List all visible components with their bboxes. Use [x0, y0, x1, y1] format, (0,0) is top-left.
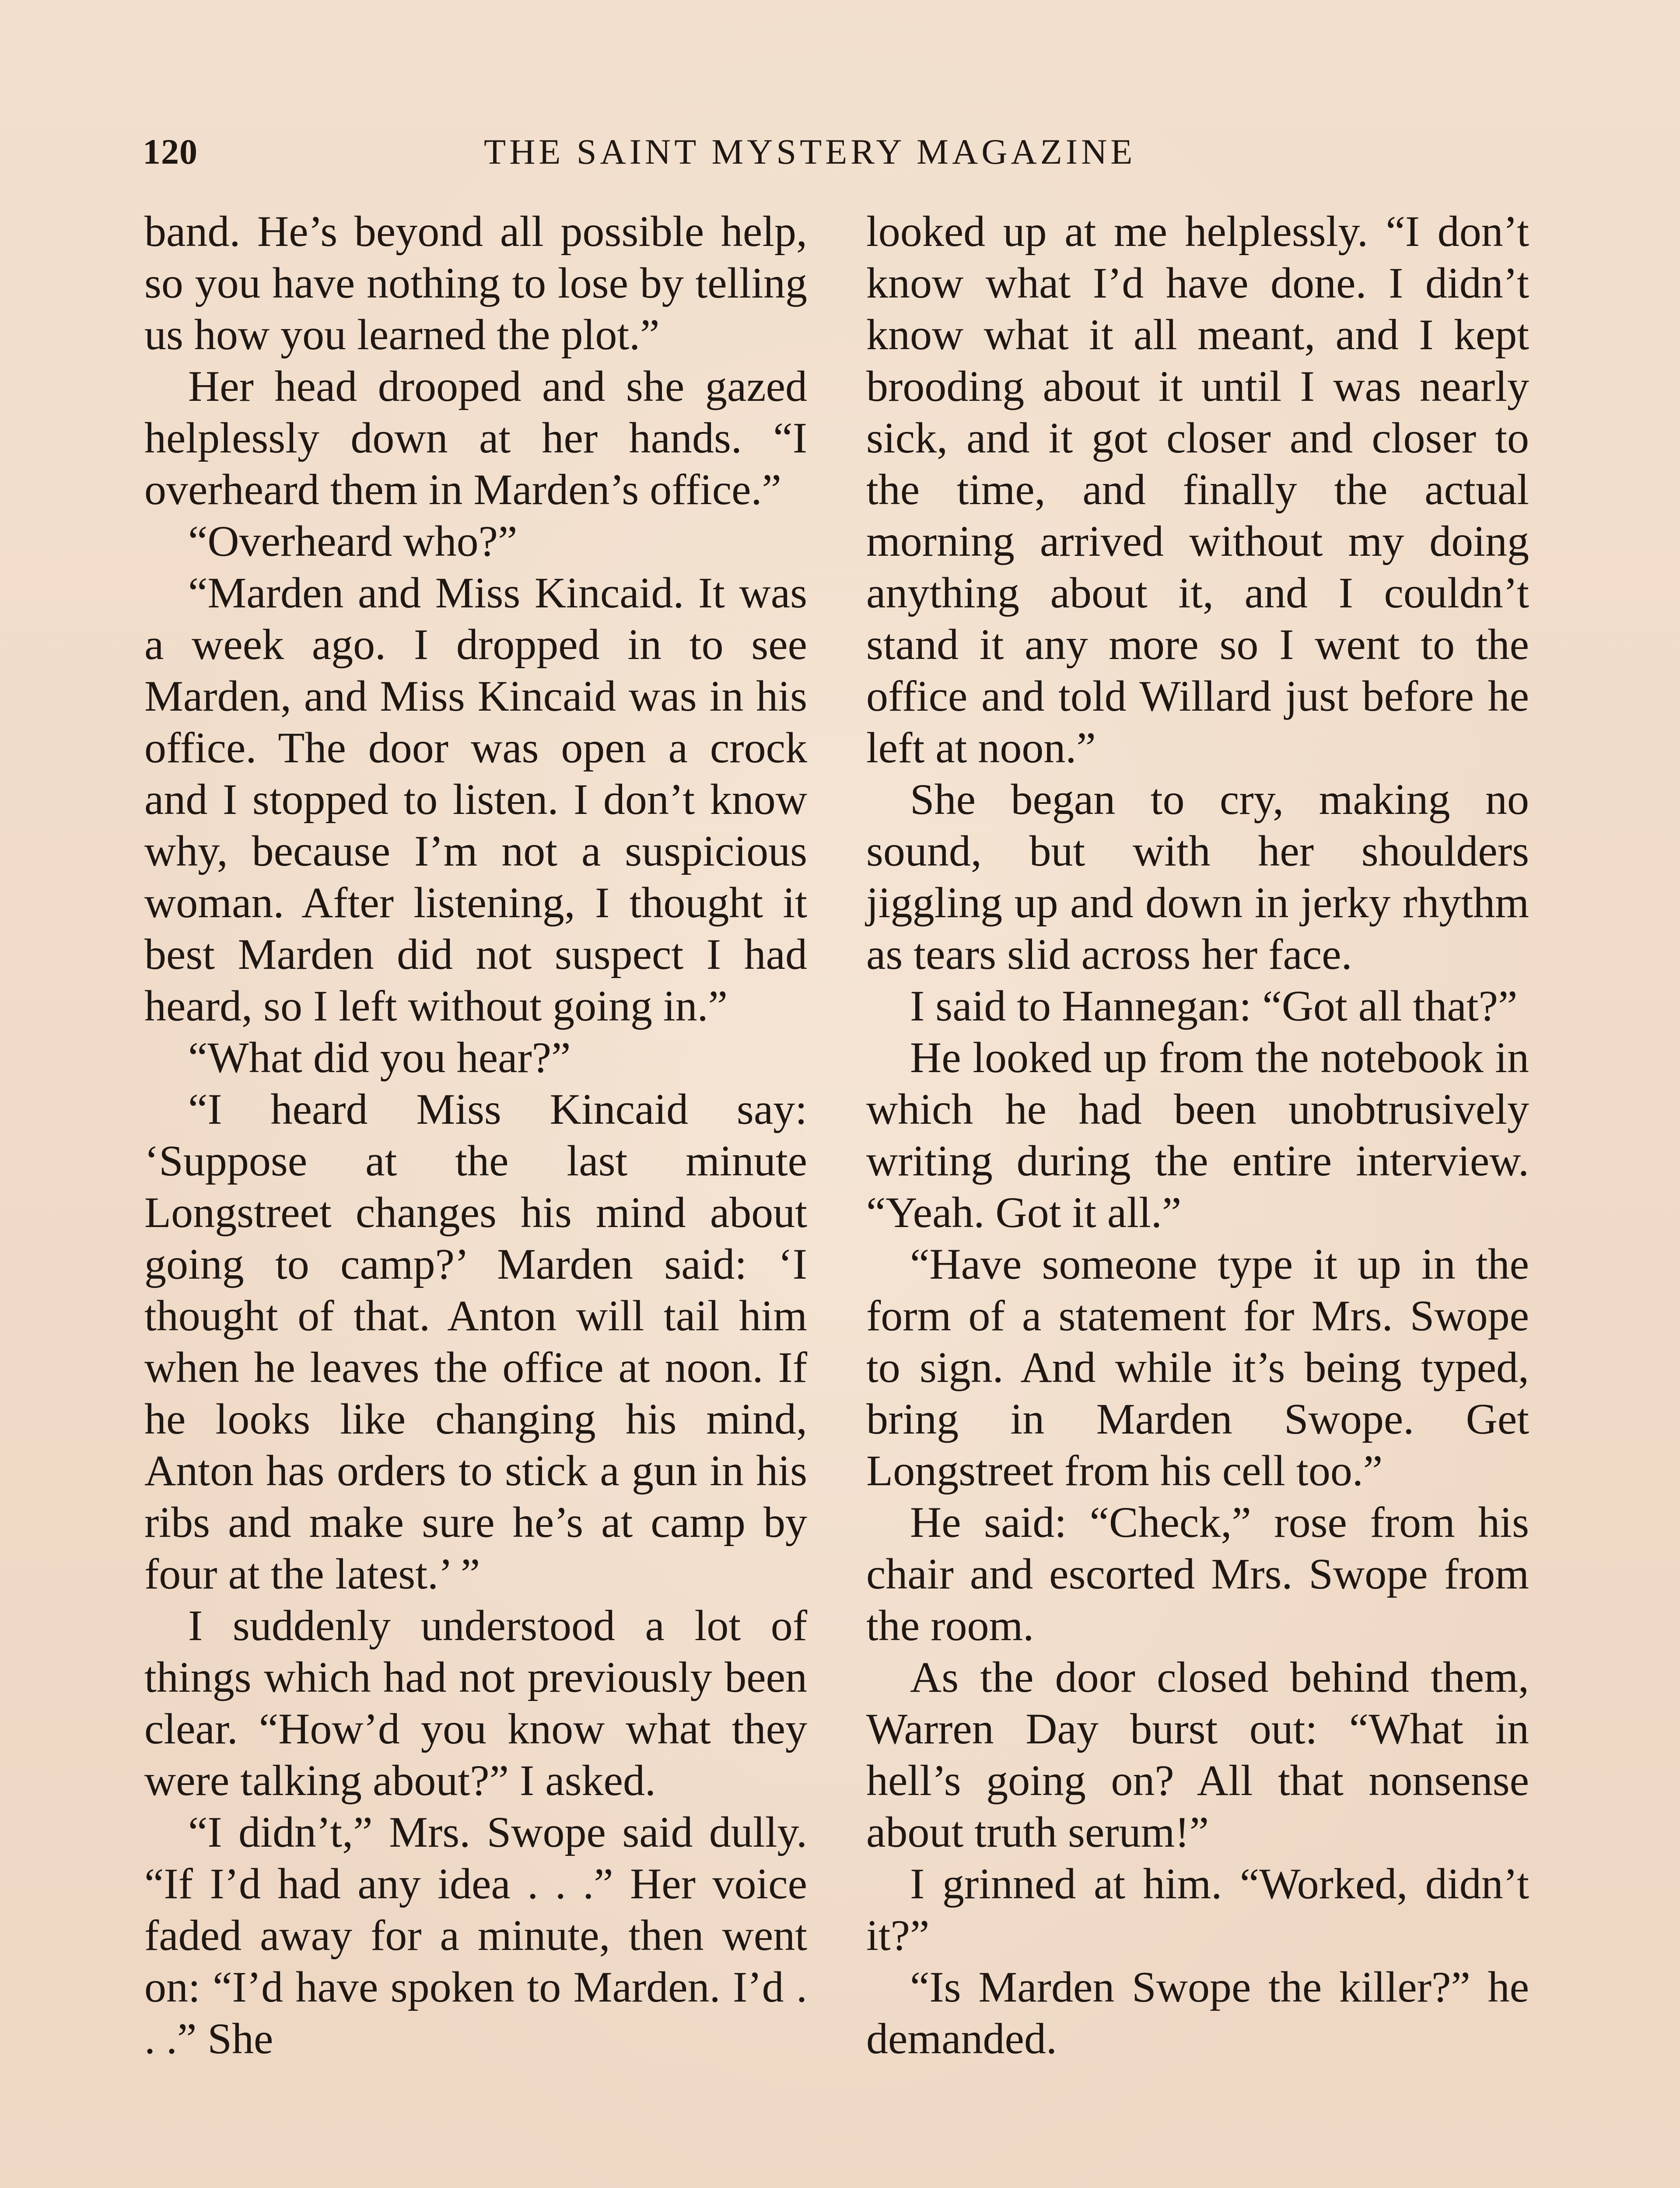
running-title: THE SAINT MYSTERY MAGAZINE: [484, 132, 1136, 172]
left-column: [144, 206, 807, 2065]
right-column: [866, 206, 1529, 2065]
paragraph: “Have someone type it up in the form of a statement for Mrs. Swope to sign. And while it’s being typed, bring in Marden Swope. Get Longstreet from his cell too.”: [866, 1240, 1529, 1495]
paragraph: “What did you hear?”: [188, 1033, 571, 1082]
paragraph: “Overheard who?”: [188, 517, 518, 565]
paragraph: He said: “Check,” rose from his chair and escorted Mrs. Swope from the room.: [866, 1498, 1529, 1650]
paragraph: “Is Marden Swope the killer?” he demanded.: [866, 1963, 1529, 2063]
page-header: [143, 118, 1551, 197]
paragraph: I said to Hannegan: “Got all that?”: [910, 982, 1518, 1030]
paragraph: “Marden and Miss Kincaid. It was a week ago. I dropped in to see Marden, and Miss Kincaid was in his office. The door was open a crock and I stopped to listen. I don’t know why, because I’m not a suspicious woman. After listening, I thought it best Marden did not suspect I had heard, so I left without going in.”: [144, 568, 807, 1030]
paragraph: Her head drooped and she gazed helplessly down at her hands. “I overheard them in Marden’s office.”: [144, 362, 807, 514]
paragraph: “I heard Miss Kincaid say: ‘Suppose at the last minute Longstreet changes his mind about going to camp?’ Marden said: ‘I thought of that. Anton will tail him when he leaves the office at noon. If he looks like changing his mind, Anton has orders to stick a gun in his ribs and make sure he’s at camp by four at the latest.’ ”: [144, 1085, 807, 1598]
paragraph: I suddenly understood a lot of things which had not previously been clear. “How’d you know what they were talking about?” I asked.: [144, 1601, 807, 1805]
paragraph: looked up at me helplessly. “I don’t know what I’d have done. I didn’t know what it all meant, and I kept brooding about it until I was nearly sick, and it got closer and closer to the time, and finally the actual morning arrived without my doing anything about it, and I couldn’t stand it any more so I went to the office and told Willard just before he left at noon.”: [866, 207, 1529, 772]
paragraph: “I didn’t,” Mrs. Swope said dully. “If I’d had any idea . . .” Her voice faded away for a minute, then went on: “I’d have spoken to Marden. I’d . . .” She: [144, 1808, 807, 2063]
paragraph: band. He’s beyond all possible help, so you have nothing to lose by telling us how you learned the plot.”: [144, 207, 807, 359]
paragraph: She began to cry, making no sound, but with her shoulders jiggling up and down in jerky rhythm as tears slid across her face.: [866, 775, 1529, 978]
paragraph: I grinned at him. “Worked, didn’t it?”: [866, 1859, 1529, 1960]
page-number: 120: [143, 132, 198, 172]
paragraph: He looked up from the notebook in which he had been unobtrusively writing during the entire interview. “Yeah. Got it all.”: [866, 1033, 1529, 1237]
paragraph: As the door closed behind them, Warren Day burst out: “What in hell’s going on? All that nonsense about truth serum!”: [866, 1653, 1529, 1856]
